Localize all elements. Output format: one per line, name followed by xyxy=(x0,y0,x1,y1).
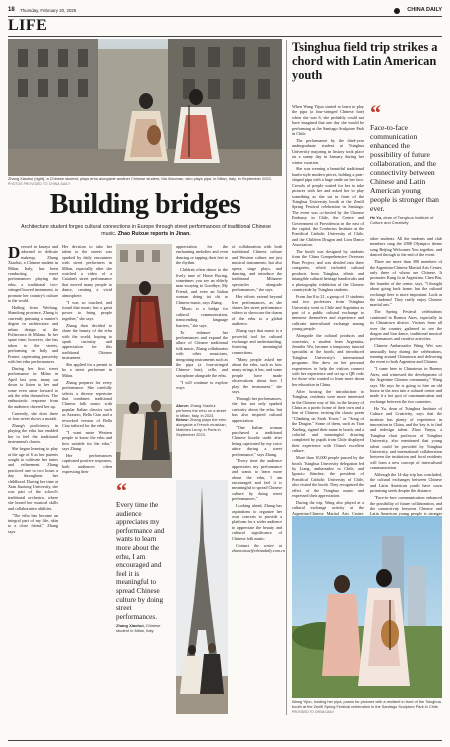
pull-quote-attribution xyxy=(116,624,172,634)
attribution-role: Chinese student in Milan, Italy xyxy=(116,623,161,634)
paper-name: CHINA DAILY xyxy=(407,7,442,13)
paragraph: Looking ahead, Zhang has aspirations to organize her own concerts to provide a platform for a wider audience to appreciate the beauty and cultural significance of Chinese folk music. xyxy=(232,503,282,541)
paragraph: To enhance her performances and expand the allure of Chinese traditional folk music, Zhang collaborates with other musicians, integrating instruments such as the pipa (a four-stringed Chinese lute), cello, and saxophone alongside the erhu. xyxy=(176,329,228,378)
paragraph: From Jan 8 to 21, a group of 11 students and two professors from Tsinghua University went to Chile and Argentina as part of a public cultural exchange to immerse themselves and experience and cultivate intercultural exchange among young people. xyxy=(292,293,364,332)
story-divider xyxy=(286,40,287,715)
paragraph: other students. All the students and club members sang the 2008 Olympics theme song Beijing Welcomes You together, and danced through to the end of the event. xyxy=(370,236,442,258)
main-photo-caption xyxy=(8,177,282,187)
inset-caption xyxy=(176,404,228,438)
eiffel-tower-photo xyxy=(176,480,228,714)
paragraph: "I want more Western people to know the erhu and how suitable for the erhu," says Zhang. xyxy=(62,429,112,452)
paragraph: After hosting the introduction to Tsinghua, residents were more interested in the Chinese way of life, in the history of China as a poetic home of their own and a line of Chinese, reciting the classic poem "Climbing on Stork Tower," or "Song of the Dragon." Some of them, such as Tian Xueling, signed their name in brush, and a colorful and meaningful drawing completed by pupils from Chile displayed their experience with China's excellent culture. xyxy=(292,388,364,454)
attribution-name: He Yu, xyxy=(370,215,383,220)
paragraph: Zhang's proficiency in playing the erhu has enabled her to feel the traditional instrument's charm. xyxy=(8,423,58,445)
paragraph: There are more than 300 members of the Argentina-Chinese Martial Arts Center, only three of whom are Chinese. It promotes Kung fu in Argentina. Chen Bin, the founder of the center, says, "I thought about going back home, but the cultural exchange here is more important. Look at the students! They really enjoy Chinese martial arts." xyxy=(370,259,442,308)
inset-caption-label: Above: xyxy=(176,403,190,408)
issue-date: Thursday, February 20, 2025 xyxy=(20,8,77,13)
section-rule xyxy=(8,36,442,37)
pull-quote-text: Every time the audience appreciates my performance and wants to learn more about the erhu, I am encouraged and feel it is meaningful to spread Chinese culture by doing street performances. xyxy=(116,501,165,621)
paragraph: Her efforts extend beyond live performances, as she shares her street performance videos to showcase the charm of the erhu to a global audience. xyxy=(232,294,283,327)
quote-mark-icon: “ xyxy=(116,478,127,503)
story-column-2 xyxy=(62,244,112,714)
paper-logo-icon xyxy=(394,8,400,14)
erhu-street-photo xyxy=(116,244,172,366)
paragraph: appreciation for the enchanting melodies and even dancing or tapping their feet to the rhythm. xyxy=(176,244,228,266)
inset-photo-bottom xyxy=(116,368,172,478)
paragraph: Her performances captivated positive responses, both audiences often expressing their xyxy=(62,453,112,475)
paragraph: When Wang Yijun started to learn to play the pipa (a four-stringed Chinese lute) when she was 6, she probably could not have imagined that one day she would be performing at the Santiago Sculpture Park in Chile. xyxy=(292,104,364,137)
street-performance-photo xyxy=(8,39,282,176)
paragraph: "Every time the audience appreciates my performance and wants to learn more about the erhu, I am encouraged and feel it is meaningful to spread Chinese culture by doing street performances." xyxy=(232,458,282,502)
page-number: 18 xyxy=(8,7,15,13)
paragraph: Although the 14-day trip has concluded, the cultural exchanges between Chinese and Latin American youth have sown promising seeds despite the distance. xyxy=(370,472,442,494)
standfirst xyxy=(18,224,274,237)
paragraph: of collaboration with both traditional Chinese culture and Western culture, not just musical instruments, but also opera, stage plays, and dancing, and introduce the traditional Milanese spectacles alongside performances," she says. xyxy=(232,244,282,293)
paragraph: The Spring Festival celebrations continued in Buenos Aires, especially in its Chinatown district. Visitors from all over the country gathered to see the dragon and lion dance, traditional musical performances and creative activities. xyxy=(370,309,442,342)
paragraph: "I came here to Chinatown in Buenos Aires, and witnessed the development of the Argentine Chinese community," Wang says. He says he is going to hire an old house in the area into a cultural center and made it a hot spot of communication and exchange between the two countries. xyxy=(370,366,442,404)
section-title: LIFE xyxy=(8,17,48,34)
header-rule xyxy=(8,16,442,17)
headline: Building bridges xyxy=(49,189,241,220)
paragraph: She began learning to play at the age of 6 as her parents sought to cultivate her tastes and refinement. Zhang practiced one to two hours a day throughout her childhood. During her time at Xian Jiaotong University, she was part of the school's traditional orchestra, where she honed her musical skills and collaborative abilities. xyxy=(8,446,58,511)
paragraph: The performance by the third-year undergraduate student at Tsinghua University majoring in history took place on a sunny day in January during her winter vacation. xyxy=(292,137,364,165)
right-pull-quote-text: Face-to-face communication enhanced the possibility of future collaboration, and the connectivity between Chinese and Latin American young people is stronger than ever. xyxy=(370,123,439,213)
paragraph: "I was so touched, and found that music has a great power to bring people together," she says. xyxy=(62,299,112,321)
standfirst-text: Architecture student forges cultural connections in Europe through street performances of traditional Chinese music. xyxy=(21,224,271,237)
paragraph: Zhang prepares for every performance. She carefully selects a diverse repertoire that combines traditional Chinese folk music with popular Italian classics such as Azzurro, Bella Ciao and a reworked version of Bella Ciao tailored for the erhu. xyxy=(62,379,112,428)
story-column-4 xyxy=(232,244,285,714)
paragraph: Children often dance to the lively tune of Horse Racing, sometimes you see an elderly man swaying to Goodbye, My Friend, and even an Italian woman doing tai chi to Chinese music, says Zhang. xyxy=(176,267,228,305)
paragraph: Her decision to take her talent to the streets was sparked by daily encounters with street performers in Milan, especially after she watched a video of a Catalan's street performance that moved many people to dance, creating a vivid atmosphere. xyxy=(62,244,112,298)
pull-quote xyxy=(116,478,172,634)
paragraph: She applied for a permit to be a street performer in Milan. xyxy=(62,362,112,378)
right-column-2 xyxy=(370,236,442,517)
masthead xyxy=(8,6,442,16)
paragraph: "I will continue to explore ways xyxy=(176,379,228,391)
right-column-1 xyxy=(292,104,364,516)
inset-caption-text: Zhang Xiaohui performs the erhu on a street in Milan, Italy, in 2023. xyxy=(176,403,227,418)
attribution-name: Zhang Xiaohui, xyxy=(116,623,145,629)
paragraph: Chinese Ambassador Wang Wei was unusually busy during the celebrations, running around Chinatown and delivering the event to both Argentine and Chinese. xyxy=(370,343,442,365)
right-headline: Tsinghua field trip strikes a chord with Latin American youth xyxy=(292,40,438,82)
main-photo xyxy=(8,39,282,176)
footer-rule xyxy=(8,740,442,741)
paragraph: More than 10,000 people passed by the booth. Tsinghua University delegation led by Liang, ambassador to Chile, and Ignacio Sánchez, the president of Pontifical Catholic University of Chile, also visited the booth. They recognized the effect of the Tsinghua music and expressed their appreciation. xyxy=(292,455,364,498)
drop-cap: D xyxy=(8,243,21,262)
paris-photo xyxy=(176,480,228,714)
paragraph: "The erhu has become an integral part of my life, akin to a close friend," Zhang says. xyxy=(8,512,58,534)
paragraph: Zhang then decided to share the beauty of the erhu with the world, hoping to spark curiosity and appreciation for this traditional Chinese instrument. xyxy=(62,322,112,361)
caption-text: Zhang Xiaohui (right), a Chinese student, plays erhu alongside another Chinese student, Ma Xiaoman, who plays pipa, in Milan, Italy, in September 2023. xyxy=(8,176,272,181)
right-pull-quote xyxy=(370,100,442,226)
caption-text: Wang Yijun, holding her pipa, poses for pictures with a resident in front of the Tsinghua booth at the Zenfil Spring Festival celebration in the Santiago Sculpture Park in Chile. xyxy=(292,699,441,709)
quote-mark-icon: “ xyxy=(370,100,381,125)
paragraph: "Face-to-face communication enhanced the possibility of future collaboration, and the connectivity between Chinese and Latin American young people is stronger xyxy=(370,495,442,517)
pipa-performer-photo xyxy=(292,516,442,698)
inset-photo-top xyxy=(116,244,172,366)
paragraph: "One Italian woman purchased a traditional Chinese hoodie outfit after being captivated by my voice attire during a street performance," says Zhang. xyxy=(232,424,282,457)
photo-credit: PROVIDED TO CHINA DAILY xyxy=(292,709,335,714)
right-photo-caption xyxy=(292,700,442,714)
right-pull-quote-attribution xyxy=(370,216,442,226)
paragraph: Zhang says that music is a powerful tool for cultural exchange and understanding, fostering meaningful connections. xyxy=(232,328,282,355)
paragraph: "Music is a bridge for cultural communication, transcending language barriers," she says. xyxy=(176,306,228,328)
paragraph: During her first street performance in Milan in April last year, many sat down to listen to her and some even came forward to ask the erhu themselves. The enthusiastic response from the audience cheered her up. xyxy=(8,365,58,409)
inset-caption-text: Zhang plays the erhu alongside a French musician, Matthieu Leroy, in Paris in September 2023. xyxy=(176,417,227,437)
right-photo xyxy=(292,516,442,698)
inset-caption-label: Below: xyxy=(176,417,189,423)
attribution-role: dean of Tsinghua Institute of Culture and Creativity xyxy=(370,215,434,225)
paragraph: During the trip, Wang also played at a cultural exchange activity at the Argentina-Chinese Martial Arts Center. xyxy=(292,499,364,516)
paragraph: The booth was designed by students from the China Comprehensive Overseas Base Project, and was divided into three categories, which included cultural products from Tsinghua, ethnic and intangible cultural heritage handicrafts and a photography exhibition of the Chinese countryside by Tsinghua students. xyxy=(292,249,364,292)
paragraph: Currently, she does three or four street shows a month. xyxy=(8,410,58,422)
paragraph: She was wearing a beautiful traditional hanfu-style modern pieces, holding a pear-shaped pipa with a huge smile on her face. Crowds of people waited for her to take pictures with her and asked her to play something as she sat in front of the Tsinghua University booth at the Zenfil Spring Festival celebration in Santiago. The event was co-hosted by the Chinese Embassy in Chile, the Centre and Government of Providencia in the east of the capital, the Confucius Institute at the Pontifical Catholic University of Chile, and the Children Dragon and Lion Dance Association. xyxy=(292,166,364,248)
story-column-3 xyxy=(176,244,228,402)
story-column-1 xyxy=(8,244,58,714)
paragraph: Alongside the cultural products and souvenirs, a student from Argentina, Jennifer Wu, became a temporary tutorial specialist at the booth, and introduced Tsinghua University's international programs. She drew on her personal experiences to help the visitors connect with her experience and set up a QR code for those who wanted to learn more about her education in China. xyxy=(292,333,364,387)
paragraph: He Yu, dean of Tsinghua Institute of Culture and Creativity, says that the institute has plenty of experience in innovation in China, and the key is to find and redesign talent. Zhao Yunyu, a Tsinghua chair professor of Tsinghua University, also mentioned that young talent could be provided by Tsinghua University, and international collaboration between the institution and local residents will form a new concept of intercultural communication. xyxy=(370,405,442,471)
paragraph: Through her performances, she has not only sparked curiosity about the erhu, but has also inspired cultural appreciation. xyxy=(232,395,282,423)
photo-credit: PHOTOS PROVIDED TO CHINA DAILY xyxy=(8,181,71,186)
writer-contact: Contact the writer at zhaoruixue@chinadaily.com.cn xyxy=(232,542,285,553)
paragraph: "Many people asked me about the erhu, such as how many strings it has, and some people have made observations about how I play the instrument," she says. xyxy=(232,356,282,395)
byline: Zhao Ruixue reports in Jinan. xyxy=(117,230,191,237)
erhu-paris-photo xyxy=(116,368,172,478)
paragraph: ressed in kasaya and adorned in delicate makeup, Zhang Xiaohui, a Chinese student in Milan, Italy, has been conducting street performances playing the erhu, a traditional two-stringed bowed instrument, to promote her country's culture to the world. xyxy=(8,244,59,304)
paragraph: Hailing from Weifang, Shandong province, Zhang is currently pursuing a master's degree in architecture and urban design at the Politecnico di Milano. In her spare time, however, she has taken to the streets, performing in Italy and France, captivating passersby with her erhu performances. xyxy=(8,304,58,365)
